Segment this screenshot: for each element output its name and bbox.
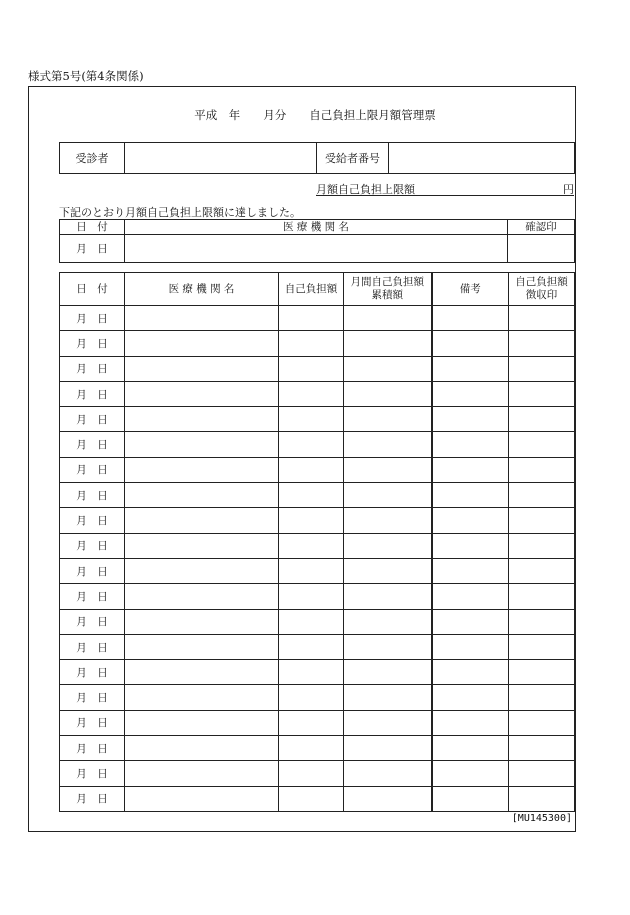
ledger-remarks-cell[interactable]	[432, 685, 509, 710]
table-row	[60, 407, 575, 432]
ledger-cumulative-cell[interactable]	[344, 407, 432, 432]
ledger-institution-cell[interactable]	[125, 356, 279, 381]
confirm-header-date: 日 付	[60, 220, 125, 235]
table-row	[60, 483, 575, 508]
ledger-institution-cell[interactable]	[125, 432, 279, 457]
ledger-remarks-cell[interactable]	[432, 660, 509, 685]
recipient-number-field[interactable]	[389, 143, 575, 174]
ledger-copay-cell[interactable]	[279, 786, 344, 811]
ledger-collected-cell[interactable]	[509, 356, 575, 381]
table-row	[60, 306, 575, 331]
table-row	[60, 685, 575, 710]
ledger-collected-cell[interactable]	[509, 660, 575, 685]
ledger-collected-cell[interactable]	[509, 558, 575, 583]
form-title: 平成 年 月分 自己負担上限月額管理票	[194, 108, 436, 122]
form-label: 様式第5号(第4条関係)	[28, 69, 144, 83]
ledger-institution-cell[interactable]	[125, 533, 279, 558]
ledger-remarks-cell[interactable]	[432, 508, 509, 533]
table-row	[60, 660, 575, 685]
ledger-copay-cell[interactable]	[279, 660, 344, 685]
table-row	[60, 558, 575, 583]
ledger-date-cell[interactable]: 月 日	[60, 761, 125, 786]
ledger-institution-cell[interactable]	[125, 558, 279, 583]
ledger-header-institution: 医 療 機 関 名	[125, 273, 279, 306]
ledger-collected-cell[interactable]	[509, 609, 575, 634]
ledger-copay-cell[interactable]	[279, 508, 344, 533]
ledger-date-cell[interactable]: 月 日	[60, 331, 125, 356]
table-row	[60, 533, 575, 558]
ledger-copay-cell[interactable]	[279, 306, 344, 331]
ledger-copay-cell[interactable]	[279, 483, 344, 508]
ledger-cumulative-cell[interactable]	[344, 786, 432, 811]
ledger-institution-cell[interactable]	[125, 407, 279, 432]
ledger-date-cell[interactable]: 月 日	[60, 432, 125, 457]
ledger-institution-cell[interactable]	[125, 609, 279, 634]
table-row	[60, 710, 575, 735]
ledger-header-cumulative	[344, 273, 432, 306]
ledger-collected-cell[interactable]	[509, 381, 575, 406]
table-row	[60, 508, 575, 533]
ledger-remarks-cell[interactable]	[432, 381, 509, 406]
ledger-collected-cell[interactable]	[509, 331, 575, 356]
ledger-copay-cell[interactable]	[279, 736, 344, 761]
ledger-institution-cell[interactable]	[125, 508, 279, 533]
ledger-remarks-cell[interactable]	[432, 432, 509, 457]
ledger-remarks-cell[interactable]	[432, 736, 509, 761]
ledger-collected-cell[interactable]	[509, 736, 575, 761]
ledger-header-date: 日 付	[60, 273, 125, 306]
ledger-cumulative-cell[interactable]	[344, 533, 432, 558]
notice-text: 下記のとおり月額自己負担上限額に達しました。	[59, 206, 301, 219]
ledger-remarks-cell[interactable]	[432, 609, 509, 634]
ledger-cumulative-cell[interactable]	[344, 381, 432, 406]
monthly-limit-row[interactable]	[316, 180, 574, 196]
patient-label: 受診者	[60, 143, 125, 174]
ledger-date-cell[interactable]: 月 日	[60, 634, 125, 659]
cumulative-line1: 月間自己負担額	[350, 276, 424, 288]
ledger-cumulative-cell[interactable]	[344, 584, 432, 609]
ledger-collected-cell[interactable]	[509, 457, 575, 482]
ledger-cumulative-cell[interactable]	[344, 483, 432, 508]
ledger-date-cell[interactable]: 月 日	[60, 786, 125, 811]
table-row	[60, 786, 575, 811]
ledger-cumulative-cell[interactable]	[344, 736, 432, 761]
table-row	[60, 457, 575, 482]
ledger-cumulative-cell[interactable]	[344, 710, 432, 735]
ledger-remarks-cell[interactable]	[432, 356, 509, 381]
ledger-remarks-cell[interactable]	[432, 761, 509, 786]
table-row	[60, 736, 575, 761]
table-row	[60, 634, 575, 659]
ledger-date-cell[interactable]: 月 日	[60, 508, 125, 533]
ledger-institution-cell[interactable]	[125, 634, 279, 659]
ledger-copay-cell[interactable]	[279, 710, 344, 735]
ledger-date-cell[interactable]: 月 日	[60, 457, 125, 482]
ledger-institution-cell[interactable]	[125, 736, 279, 761]
ledger-copay-cell[interactable]	[279, 558, 344, 583]
ledger-copay-cell[interactable]	[279, 331, 344, 356]
ledger-date-cell[interactable]: 月 日	[60, 685, 125, 710]
ledger-collected-cell[interactable]	[509, 306, 575, 331]
table-row	[60, 381, 575, 406]
ledger-copay-cell[interactable]	[279, 634, 344, 659]
ledger-institution-cell[interactable]	[125, 584, 279, 609]
ledger-remarks-cell[interactable]	[432, 407, 509, 432]
ledger-copay-cell[interactable]	[279, 584, 344, 609]
patient-field[interactable]	[125, 143, 317, 174]
ledger-remarks-cell[interactable]	[432, 634, 509, 659]
ledger-cumulative-cell[interactable]	[344, 660, 432, 685]
ledger-collected-cell[interactable]	[509, 761, 575, 786]
confirm-institution-field[interactable]	[125, 235, 508, 263]
ledger-cumulative-cell[interactable]	[344, 761, 432, 786]
ledger-table	[59, 272, 575, 812]
ledger-institution-cell[interactable]	[125, 710, 279, 735]
ledger-institution-cell[interactable]	[125, 306, 279, 331]
confirm-seal-field[interactable]	[508, 235, 575, 263]
ledger-copay-cell[interactable]	[279, 685, 344, 710]
ledger-collected-cell[interactable]	[509, 483, 575, 508]
ledger-date-cell[interactable]: 月 日	[60, 660, 125, 685]
ledger-copay-cell[interactable]	[279, 407, 344, 432]
table-row	[60, 331, 575, 356]
ledger-cumulative-cell[interactable]	[344, 685, 432, 710]
ledger-remarks-cell[interactable]	[432, 533, 509, 558]
ledger-copay-cell[interactable]	[279, 457, 344, 482]
ledger-date-cell[interactable]: 月 日	[60, 558, 125, 583]
ledger-remarks-cell[interactable]	[432, 331, 509, 356]
ledger-date-cell[interactable]: 月 日	[60, 736, 125, 761]
monthly-limit-label: 月額自己負担上限額	[316, 183, 415, 196]
table-row	[60, 761, 575, 786]
ledger-cumulative-cell[interactable]	[344, 634, 432, 659]
ledger-institution-cell[interactable]	[125, 761, 279, 786]
confirm-date[interactable]: 月 日	[60, 235, 125, 263]
ledger-remarks-cell[interactable]	[432, 558, 509, 583]
ledger-institution-cell[interactable]	[125, 381, 279, 406]
collected-line2: 徴収印	[525, 289, 558, 301]
ledger-institution-cell[interactable]	[125, 786, 279, 811]
ledger-collected-cell[interactable]	[509, 407, 575, 432]
ledger-date-cell[interactable]: 月 日	[60, 710, 125, 735]
ledger-institution-cell[interactable]	[125, 483, 279, 508]
ledger-collected-cell[interactable]	[509, 432, 575, 457]
confirmation-table	[59, 219, 575, 263]
ledger-header-collected	[509, 273, 575, 306]
ledger-collected-cell[interactable]	[509, 685, 575, 710]
ledger-institution-cell[interactable]	[125, 457, 279, 482]
ledger-date-cell[interactable]: 月 日	[60, 381, 125, 406]
ledger-date-cell[interactable]: 月 日	[60, 584, 125, 609]
ledger-remarks-cell[interactable]	[432, 306, 509, 331]
ledger-cumulative-cell[interactable]	[344, 457, 432, 482]
ledger-institution-cell[interactable]	[125, 331, 279, 356]
ledger-cumulative-cell[interactable]	[344, 508, 432, 533]
table-row	[60, 356, 575, 381]
table-row	[60, 584, 575, 609]
ledger-remarks-cell[interactable]	[432, 584, 509, 609]
recipient-table	[59, 142, 575, 174]
ledger-remarks-cell[interactable]	[432, 457, 509, 482]
confirm-header-seal: 確認印	[508, 220, 575, 235]
ledger-copay-cell[interactable]	[279, 533, 344, 558]
ledger-date-cell[interactable]: 月 日	[60, 609, 125, 634]
ledger-cumulative-cell[interactable]	[344, 331, 432, 356]
ledger-date-cell[interactable]: 月 日	[60, 306, 125, 331]
confirm-header-institution: 医 療 機 関 名	[125, 220, 508, 235]
ledger-institution-cell[interactable]	[125, 660, 279, 685]
ledger-date-cell[interactable]: 月 日	[60, 483, 125, 508]
ledger-remarks-cell[interactable]	[432, 710, 509, 735]
ledger-institution-cell[interactable]	[125, 685, 279, 710]
ledger-remarks-cell[interactable]	[432, 786, 509, 811]
ledger-date-cell[interactable]: 月 日	[60, 533, 125, 558]
ledger-collected-cell[interactable]	[509, 710, 575, 735]
ledger-remarks-cell[interactable]	[432, 483, 509, 508]
ledger-cumulative-cell[interactable]	[344, 609, 432, 634]
table-row	[60, 609, 575, 634]
ledger-collected-cell[interactable]	[509, 508, 575, 533]
ledger-collected-cell[interactable]	[509, 533, 575, 558]
ledger-cumulative-cell[interactable]	[344, 356, 432, 381]
ledger-collected-cell[interactable]	[509, 584, 575, 609]
ledger-header-copay: 自己負担額	[279, 273, 344, 306]
monthly-limit-unit: 円	[563, 183, 574, 196]
table-row	[60, 432, 575, 457]
recipient-number-label: 受給者番号	[317, 143, 389, 174]
collected-line1: 自己負担額	[515, 276, 568, 288]
ledger-date-cell[interactable]: 月 日	[60, 356, 125, 381]
ledger-header-remarks: 備考	[432, 273, 509, 306]
cumulative-line2: 累積額	[371, 289, 403, 301]
ledger-date-cell[interactable]: 月 日	[60, 407, 125, 432]
form-code: [MU145300]	[511, 813, 572, 824]
ledger-collected-cell[interactable]	[509, 786, 575, 811]
ledger-copay-cell[interactable]	[279, 356, 344, 381]
ledger-collected-cell[interactable]	[509, 634, 575, 659]
ledger-copay-cell[interactable]	[279, 761, 344, 786]
ledger-copay-cell[interactable]	[279, 609, 344, 634]
ledger-cumulative-cell[interactable]	[344, 432, 432, 457]
ledger-copay-cell[interactable]	[279, 432, 344, 457]
ledger-cumulative-cell[interactable]	[344, 558, 432, 583]
ledger-copay-cell[interactable]	[279, 381, 344, 406]
ledger-cumulative-cell[interactable]	[344, 306, 432, 331]
